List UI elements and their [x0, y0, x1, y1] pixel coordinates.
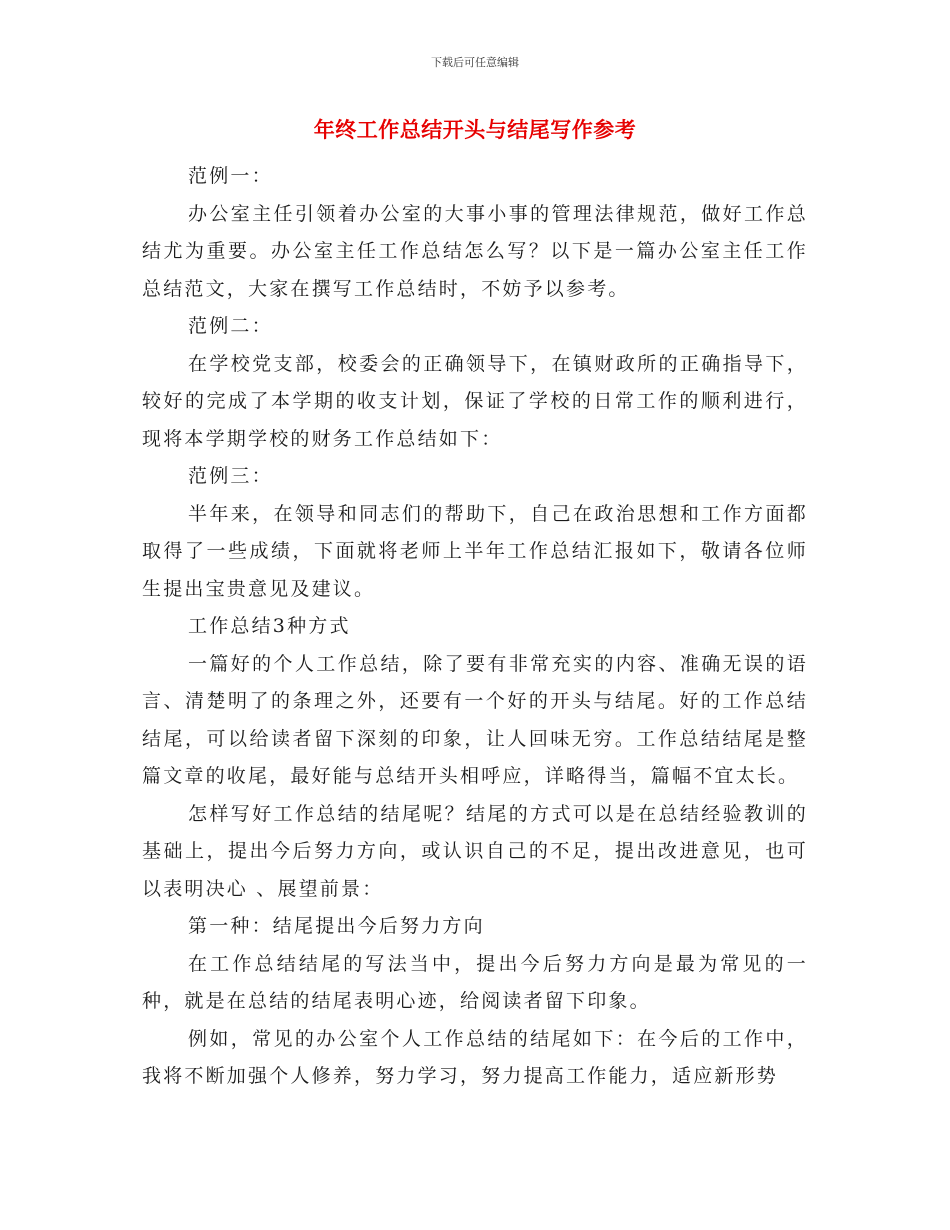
paragraph-example-3-text: 半年来，在领导和同志们的帮助下，自己在政治思想和工作方面都取得了一些成绩，下面就将老师上半年工作总结汇报如下，敬请各位师生提出宝贵意见及建议。 [142, 502, 808, 600]
paragraph-example-1-text: 办公室主任引领着办公室的大事小事的管理法律规范，做好工作总结尤为重要。办公室主任工作总结怎么写？以下是一篇办公室主任工作总结范文，大家在撰写工作总结时，不妨予以参考。 [142, 202, 808, 300]
paragraph-method-1-heading: 第一种：结尾提出今后努力方向 [188, 915, 485, 937]
paragraph-intro: 一篇好的个人工作总结，除了要有非常充实的内容、准确无误的语言、清楚明了的条理之外，还要有一个好的开头与结尾。好的工作总结结尾，可以给读者留下深刻的印象，让人回味无穷。工作总结结尾是整篇文章的收尾，最好能与总结开头相呼应，详略得当，篇幅不宜太长。 [142, 652, 808, 787]
paragraph-example-3-label: 范例三： [188, 465, 273, 487]
paragraph-example-2-text: 在学校党支部，校委会的正确领导下，在镇财政所的正确指导下，较好的完成了本学期的收支计划，保证了学校的日常工作的顺利进行，现将本学期学校的财务工作总结如下： [142, 352, 808, 450]
document-title: 年终工作总结开头与结尾写作参考 [313, 118, 637, 142]
paragraph-example-1-label: 范例一： [188, 165, 273, 187]
header-note: 下载后可任意编辑 [431, 56, 519, 69]
paragraph-method-1-example: 例如，常见的办公室个人工作总结的结尾如下：在今后的工作中，我将不断加强个人修养，努力学习，努力提高工作能力，适应新形势 [142, 1027, 808, 1087]
paragraph-example-2-label: 范例二： [188, 315, 273, 337]
paragraph-how-to: 怎样写好工作总结的结尾呢？结尾的方式可以是在总结经验教训的基础上，提出今后努力方向，或认识自己的不足，提出改进意见，也可以表明决心 、展望前景： [142, 802, 808, 900]
paragraph-section-heading: 工作总结3种方式 [188, 615, 351, 637]
document-body [142, 158, 808, 1096]
paragraph-method-1-text: 在工作总结结尾的写法当中，提出今后努力方向是最为常见的一种，就是在总结的结尾表明心迹，给阅读者留下印象。 [142, 952, 808, 1012]
